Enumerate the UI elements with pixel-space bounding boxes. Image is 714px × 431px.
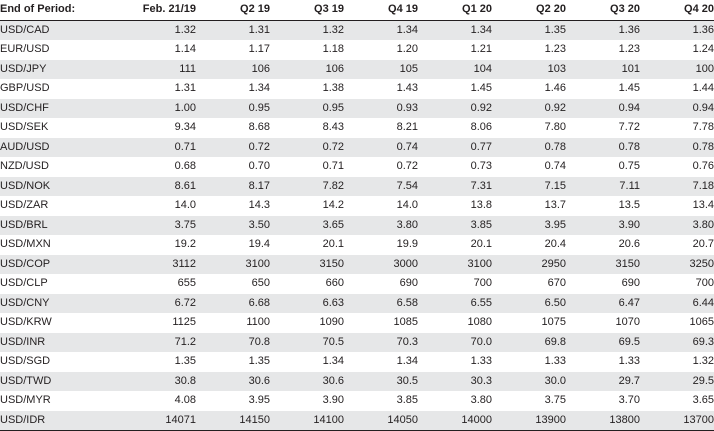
table-cell: 1.34 xyxy=(196,79,270,99)
table-cell: 8.43 xyxy=(270,118,344,138)
table-cell: 1.32 xyxy=(640,352,714,372)
table-cell: 0.72 xyxy=(196,138,270,158)
table-cell: 13.8 xyxy=(418,196,492,216)
table-cell: 7.18 xyxy=(640,177,714,197)
table-cell: 0.78 xyxy=(566,138,640,158)
table-cell: 29.5 xyxy=(640,372,714,392)
table-cell: 0.92 xyxy=(492,99,566,119)
table-cell: 3.75 xyxy=(122,216,196,236)
row-label: USD/MXN xyxy=(0,235,122,255)
table-cell: 690 xyxy=(566,274,640,294)
table-row xyxy=(0,391,714,411)
table-cell: 19.9 xyxy=(344,235,418,255)
row-label: GBP/USD xyxy=(0,79,122,99)
row-label: USD/SGD xyxy=(0,352,122,372)
table-cell: 1085 xyxy=(344,313,418,333)
row-label: USD/COP xyxy=(0,255,122,275)
table-cell: 1.24 xyxy=(640,40,714,60)
table-cell: 71.2 xyxy=(122,333,196,353)
column-header-7: Q3 20 xyxy=(566,0,640,20)
table-cell: 1.33 xyxy=(418,352,492,372)
table-cell: 1.31 xyxy=(196,20,270,40)
table-row xyxy=(0,313,714,333)
table-cell: 1065 xyxy=(640,313,714,333)
table-cell: 650 xyxy=(196,274,270,294)
table-cell: 30.0 xyxy=(492,372,566,392)
table-cell: 14.0 xyxy=(344,196,418,216)
table-cell: 0.95 xyxy=(196,99,270,119)
column-header-2: Q2 19 xyxy=(196,0,270,20)
table-cell: 70.8 xyxy=(196,333,270,353)
table-row xyxy=(0,352,714,372)
table-cell: 700 xyxy=(640,274,714,294)
column-header-6: Q2 20 xyxy=(492,0,566,20)
table-row xyxy=(0,294,714,314)
table-cell: 0.74 xyxy=(344,138,418,158)
table-cell: 6.55 xyxy=(418,294,492,314)
table-cell: 13800 xyxy=(566,411,640,431)
table-cell: 105 xyxy=(344,60,418,80)
table-cell: 1.32 xyxy=(122,20,196,40)
table-cell: 14.2 xyxy=(270,196,344,216)
table-cell: 1.46 xyxy=(492,79,566,99)
table-cell: 690 xyxy=(344,274,418,294)
column-header-5: Q1 20 xyxy=(418,0,492,20)
header-row xyxy=(0,0,714,20)
table-cell: 1.21 xyxy=(418,40,492,60)
table-cell: 6.68 xyxy=(196,294,270,314)
table-cell: 0.95 xyxy=(270,99,344,119)
table-cell: 3.90 xyxy=(566,216,640,236)
table-cell: 3000 xyxy=(344,255,418,275)
table-cell: 1.34 xyxy=(270,352,344,372)
table-cell: 3100 xyxy=(418,255,492,275)
table-cell: 100 xyxy=(640,60,714,80)
table-cell: 30.6 xyxy=(270,372,344,392)
table-cell: 0.77 xyxy=(418,138,492,158)
table-cell: 30.5 xyxy=(344,372,418,392)
row-label: USD/CAD xyxy=(0,20,122,40)
table-cell: 14050 xyxy=(344,411,418,431)
table-cell: 0.92 xyxy=(418,99,492,119)
row-label: USD/IDR xyxy=(0,411,122,431)
table-cell: 1.14 xyxy=(122,40,196,60)
table-cell: 3.95 xyxy=(492,216,566,236)
table-cell: 6.58 xyxy=(344,294,418,314)
table-cell: 0.71 xyxy=(270,157,344,177)
table-cell: 20.6 xyxy=(566,235,640,255)
table-cell: 1.34 xyxy=(418,20,492,40)
table-cell: 106 xyxy=(270,60,344,80)
table-cell: 1.34 xyxy=(344,20,418,40)
table-cell: 3.80 xyxy=(418,391,492,411)
table-cell: 30.6 xyxy=(196,372,270,392)
table-cell: 1080 xyxy=(418,313,492,333)
table-row xyxy=(0,157,714,177)
table-cell: 8.06 xyxy=(418,118,492,138)
table-cell: 7.78 xyxy=(640,118,714,138)
table-cell: 14071 xyxy=(122,411,196,431)
table-cell: 7.31 xyxy=(418,177,492,197)
table-cell: 8.21 xyxy=(344,118,418,138)
table-cell: 0.74 xyxy=(492,157,566,177)
table-cell: 14150 xyxy=(196,411,270,431)
column-header-period: End of Period: xyxy=(0,0,122,20)
table-cell: 0.93 xyxy=(344,99,418,119)
table-cell: 1100 xyxy=(196,313,270,333)
row-label: USD/ZAR xyxy=(0,196,122,216)
table-cell: 1.18 xyxy=(270,40,344,60)
table-cell: 7.15 xyxy=(492,177,566,197)
table-cell: 3.75 xyxy=(492,391,566,411)
table-cell: 20.7 xyxy=(640,235,714,255)
table-cell: 13.7 xyxy=(492,196,566,216)
row-label: USD/BRL xyxy=(0,216,122,236)
table-cell: 1090 xyxy=(270,313,344,333)
table-cell: 1.35 xyxy=(492,20,566,40)
table-cell: 69.3 xyxy=(640,333,714,353)
table-cell: 1.36 xyxy=(566,20,640,40)
table-cell: 13900 xyxy=(492,411,566,431)
table-cell: 655 xyxy=(122,274,196,294)
table-cell: 1.31 xyxy=(122,79,196,99)
table-row xyxy=(0,216,714,236)
table-cell: 3.65 xyxy=(270,216,344,236)
table-cell: 3.65 xyxy=(640,391,714,411)
table-cell: 30.3 xyxy=(418,372,492,392)
row-label: USD/NOK xyxy=(0,177,122,197)
table-cell: 19.2 xyxy=(122,235,196,255)
table-row xyxy=(0,333,714,353)
table-cell: 14100 xyxy=(270,411,344,431)
table-cell: 0.94 xyxy=(566,99,640,119)
row-label: USD/SEK xyxy=(0,118,122,138)
table-cell: 1.36 xyxy=(640,20,714,40)
table-cell: 0.70 xyxy=(196,157,270,177)
table-cell: 0.75 xyxy=(566,157,640,177)
row-label: USD/KRW xyxy=(0,313,122,333)
table-cell: 0.78 xyxy=(640,138,714,158)
table-cell: 3.50 xyxy=(196,216,270,236)
table-cell: 111 xyxy=(122,60,196,80)
table-cell: 700 xyxy=(418,274,492,294)
table-cell: 660 xyxy=(270,274,344,294)
row-label: USD/INR xyxy=(0,333,122,353)
table-cell: 3.80 xyxy=(640,216,714,236)
table-cell: 0.78 xyxy=(492,138,566,158)
table-cell: 3.85 xyxy=(418,216,492,236)
table-cell: 7.80 xyxy=(492,118,566,138)
table-cell: 3.90 xyxy=(270,391,344,411)
table-cell: 1.43 xyxy=(344,79,418,99)
table-cell: 0.72 xyxy=(270,138,344,158)
table-cell: 3112 xyxy=(122,255,196,275)
table-cell: 70.5 xyxy=(270,333,344,353)
table-cell: 1.35 xyxy=(196,352,270,372)
row-label: USD/CHF xyxy=(0,99,122,119)
table-row xyxy=(0,255,714,275)
table-cell: 9.34 xyxy=(122,118,196,138)
table-cell: 13700 xyxy=(640,411,714,431)
row-label: USD/TWD xyxy=(0,372,122,392)
table-row xyxy=(0,274,714,294)
table-cell: 1.45 xyxy=(418,79,492,99)
table-row xyxy=(0,40,714,60)
table-cell: 20.1 xyxy=(418,235,492,255)
table-cell: 1.23 xyxy=(492,40,566,60)
table-header xyxy=(0,0,714,20)
table-cell: 0.68 xyxy=(122,157,196,177)
row-label: EUR/USD xyxy=(0,40,122,60)
table-cell: 3100 xyxy=(196,255,270,275)
table-cell: 8.17 xyxy=(196,177,270,197)
table-cell: 1.33 xyxy=(566,352,640,372)
row-label: USD/MYR xyxy=(0,391,122,411)
table-cell: 13.5 xyxy=(566,196,640,216)
column-header-8: Q4 20 xyxy=(640,0,714,20)
table-cell: 3.85 xyxy=(344,391,418,411)
table-cell: 101 xyxy=(566,60,640,80)
table-cell: 20.1 xyxy=(270,235,344,255)
table-cell: 1.45 xyxy=(566,79,640,99)
table-cell: 6.47 xyxy=(566,294,640,314)
table-row xyxy=(0,411,714,431)
row-label: AUD/USD xyxy=(0,138,122,158)
row-label: USD/CLP xyxy=(0,274,122,294)
table-cell: 0.94 xyxy=(640,99,714,119)
table-cell: 1.35 xyxy=(122,352,196,372)
column-header-4: Q4 19 xyxy=(344,0,418,20)
table-row xyxy=(0,118,714,138)
table-row xyxy=(0,99,714,119)
table-cell: 13.4 xyxy=(640,196,714,216)
table-cell: 19.4 xyxy=(196,235,270,255)
table-row xyxy=(0,138,714,158)
table-cell: 7.82 xyxy=(270,177,344,197)
row-label: NZD/USD xyxy=(0,157,122,177)
table-cell: 3150 xyxy=(270,255,344,275)
row-label: USD/CNY xyxy=(0,294,122,314)
table-cell: 30.8 xyxy=(122,372,196,392)
table-cell: 29.7 xyxy=(566,372,640,392)
table-cell: 106 xyxy=(196,60,270,80)
table-cell: 3.95 xyxy=(196,391,270,411)
table-cell: 3.80 xyxy=(344,216,418,236)
table-cell: 1125 xyxy=(122,313,196,333)
table-cell: 14.0 xyxy=(122,196,196,216)
table-cell: 14000 xyxy=(418,411,492,431)
table-row xyxy=(0,235,714,255)
table-cell: 7.11 xyxy=(566,177,640,197)
table-cell: 1.23 xyxy=(566,40,640,60)
table-cell: 1.38 xyxy=(270,79,344,99)
table-cell: 1.44 xyxy=(640,79,714,99)
table-cell: 6.72 xyxy=(122,294,196,314)
table-cell: 1.00 xyxy=(122,99,196,119)
table-cell: 3250 xyxy=(640,255,714,275)
table-cell: 8.61 xyxy=(122,177,196,197)
table-cell: 14.3 xyxy=(196,196,270,216)
table-cell: 104 xyxy=(418,60,492,80)
table-row xyxy=(0,196,714,216)
table-row xyxy=(0,60,714,80)
table-row xyxy=(0,372,714,392)
table-cell: 1.33 xyxy=(492,352,566,372)
table-cell: 103 xyxy=(492,60,566,80)
table-cell: 3.70 xyxy=(566,391,640,411)
table-cell: 670 xyxy=(492,274,566,294)
table-cell: 0.76 xyxy=(640,157,714,177)
table-cell: 0.72 xyxy=(344,157,418,177)
table-body xyxy=(0,20,714,431)
table-cell: 1.20 xyxy=(344,40,418,60)
table-cell: 2950 xyxy=(492,255,566,275)
table-row xyxy=(0,79,714,99)
table-row xyxy=(0,177,714,197)
table-cell: 6.63 xyxy=(270,294,344,314)
table-cell: 1070 xyxy=(566,313,640,333)
table-cell: 69.8 xyxy=(492,333,566,353)
table-cell: 7.72 xyxy=(566,118,640,138)
table-cell: 1.34 xyxy=(344,352,418,372)
table-row xyxy=(0,20,714,40)
table-cell: 7.54 xyxy=(344,177,418,197)
table-cell: 1.32 xyxy=(270,20,344,40)
table-cell: 20.4 xyxy=(492,235,566,255)
table-cell: 0.73 xyxy=(418,157,492,177)
table-cell: 69.5 xyxy=(566,333,640,353)
table-cell: 0.71 xyxy=(122,138,196,158)
column-header-1: Feb. 21/19 xyxy=(122,0,196,20)
row-label: USD/JPY xyxy=(0,60,122,80)
table-cell: 8.68 xyxy=(196,118,270,138)
table-cell: 4.08 xyxy=(122,391,196,411)
table-cell: 1075 xyxy=(492,313,566,333)
table-cell: 3150 xyxy=(566,255,640,275)
column-header-3: Q3 19 xyxy=(270,0,344,20)
table-cell: 6.50 xyxy=(492,294,566,314)
table-cell: 1.17 xyxy=(196,40,270,60)
table-cell: 70.3 xyxy=(344,333,418,353)
table-cell: 6.44 xyxy=(640,294,714,314)
table-cell: 70.0 xyxy=(418,333,492,353)
